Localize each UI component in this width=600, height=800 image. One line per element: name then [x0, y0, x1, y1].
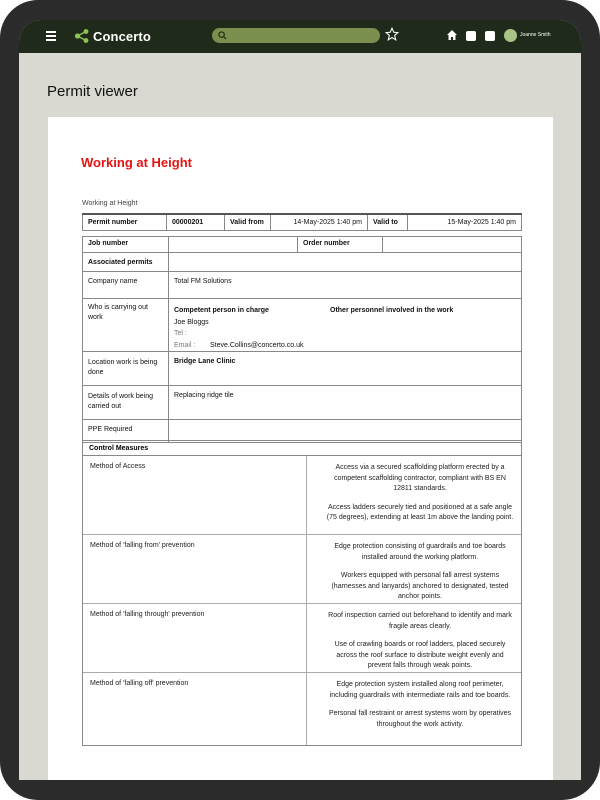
control-measure-paragraph: Workers equipped with personal fall arrest systems (harnesses and lanyards) anchored to designated, tested anchor points.: [331, 572, 509, 600]
document-title: Working at Height: [81, 155, 192, 170]
page-title: Permit viewer: [47, 83, 138, 100]
control-measure-paragraph: Roof inspection carried out beforehand to identify and mark fragile areas clearly.: [328, 612, 512, 630]
control-measure-paragraph: Edge protection consisting of guardrails and toe boards installed around the working platform.: [334, 543, 506, 561]
who-carrying-out-label: Who is carrying out work: [83, 299, 169, 352]
control-measure-text: [325, 611, 515, 680]
associated-permits-value: [169, 253, 522, 272]
control-measure-text: [325, 463, 515, 532]
username[interactable]: Joanne Smith: [520, 32, 551, 38]
search-input[interactable]: [212, 28, 380, 43]
tel-label: Tel :: [174, 330, 187, 337]
details-label: Details of work being carried out: [83, 386, 169, 420]
search-icon: [218, 31, 227, 40]
permit-document: [48, 117, 553, 780]
favourite-star-icon[interactable]: [385, 27, 399, 41]
control-measure-paragraph: Edge protection system installed along roof perimeter, including guardrails with intermediate rails and toe boards.: [329, 681, 511, 699]
dashboard-icon[interactable]: [466, 31, 476, 41]
email-value: Steve.Collins@concerto.co.uk: [210, 341, 304, 349]
screen: [19, 20, 581, 780]
avatar[interactable]: [504, 29, 517, 42]
menu-icon[interactable]: [46, 31, 56, 41]
other-personnel-label: Other personnel involved in the work: [330, 307, 454, 314]
control-measure-paragraph: Access ladders securely tied and positioned at a safe angle (75 degrees), extending at least 1m above the landing point.: [326, 503, 514, 521]
logo-icon: [74, 28, 90, 44]
control-measure-label: Method of 'falling from' prevention: [90, 542, 195, 549]
order-number-label: Order number: [298, 237, 383, 253]
details-value: Replacing ridge tile: [169, 386, 522, 420]
email-label: Email :: [174, 341, 196, 349]
company-name-label: Company name: [83, 272, 169, 299]
valid-to-label: Valid to: [368, 214, 408, 230]
control-measure-paragraph: Use of crawling boards or roof ladders, placed securely across the roof surface to distribute weight evenly and prevent falls through weak points.: [334, 641, 506, 669]
app-name: Concerto: [93, 28, 151, 44]
permit-number-label: Permit number: [83, 214, 167, 230]
control-measure-row: [83, 673, 521, 745]
control-measure-row: [83, 456, 521, 535]
control-measure-label: Method of Access: [90, 463, 146, 470]
permit-details-table: [82, 236, 522, 443]
top-bar: [19, 20, 581, 53]
order-number-value: [383, 237, 522, 253]
control-measure-label: Method of 'falling through' prevention: [90, 611, 205, 618]
control-measure-paragraph: Access via a secured scaffolding platform erected by a competent scaffolding contractor, compliant with BS EN 12811 standards.: [334, 464, 506, 492]
permit-number-value: 00000201: [167, 214, 225, 230]
permit-header-table: [82, 213, 522, 231]
location-label: Location work is being done: [83, 352, 169, 386]
control-measure-text: [325, 680, 515, 738]
competent-person-name: Joe Bloggs: [174, 318, 209, 326]
control-measure-row: [83, 535, 521, 604]
home-icon[interactable]: [446, 29, 458, 41]
location-value: Bridge Lane Clinic: [169, 352, 522, 386]
job-number-value: [169, 237, 298, 253]
personnel-cell: [169, 299, 522, 352]
control-measure-label: Method of 'falling off' prevention: [90, 680, 189, 687]
info-icon[interactable]: [485, 31, 495, 41]
job-number-label: Job number: [83, 237, 169, 253]
control-measure-text: [325, 542, 515, 611]
associated-permits-label: Associated permits: [83, 253, 169, 272]
app-logo[interactable]: [74, 28, 151, 44]
control-measures-section: [82, 440, 522, 746]
ppe-label: PPE Required: [83, 420, 169, 443]
control-measure-paragraph: Personal fall restraint or arrest systems worn by operatives throughout the work activity.: [328, 710, 512, 728]
control-measures-header: Control Measures: [83, 441, 521, 456]
competent-person-label: Competent person in charge: [174, 307, 269, 314]
valid-from-label: Valid from: [225, 214, 271, 230]
valid-from-value: 14-May-2025 1:40 pm: [271, 214, 368, 230]
valid-to-value: 15-May-2025 1:40 pm: [408, 214, 522, 230]
company-name-value: Total FM Solutions: [169, 272, 522, 299]
control-measure-row: [83, 604, 521, 673]
document-subtitle: Working at Height: [82, 200, 138, 207]
